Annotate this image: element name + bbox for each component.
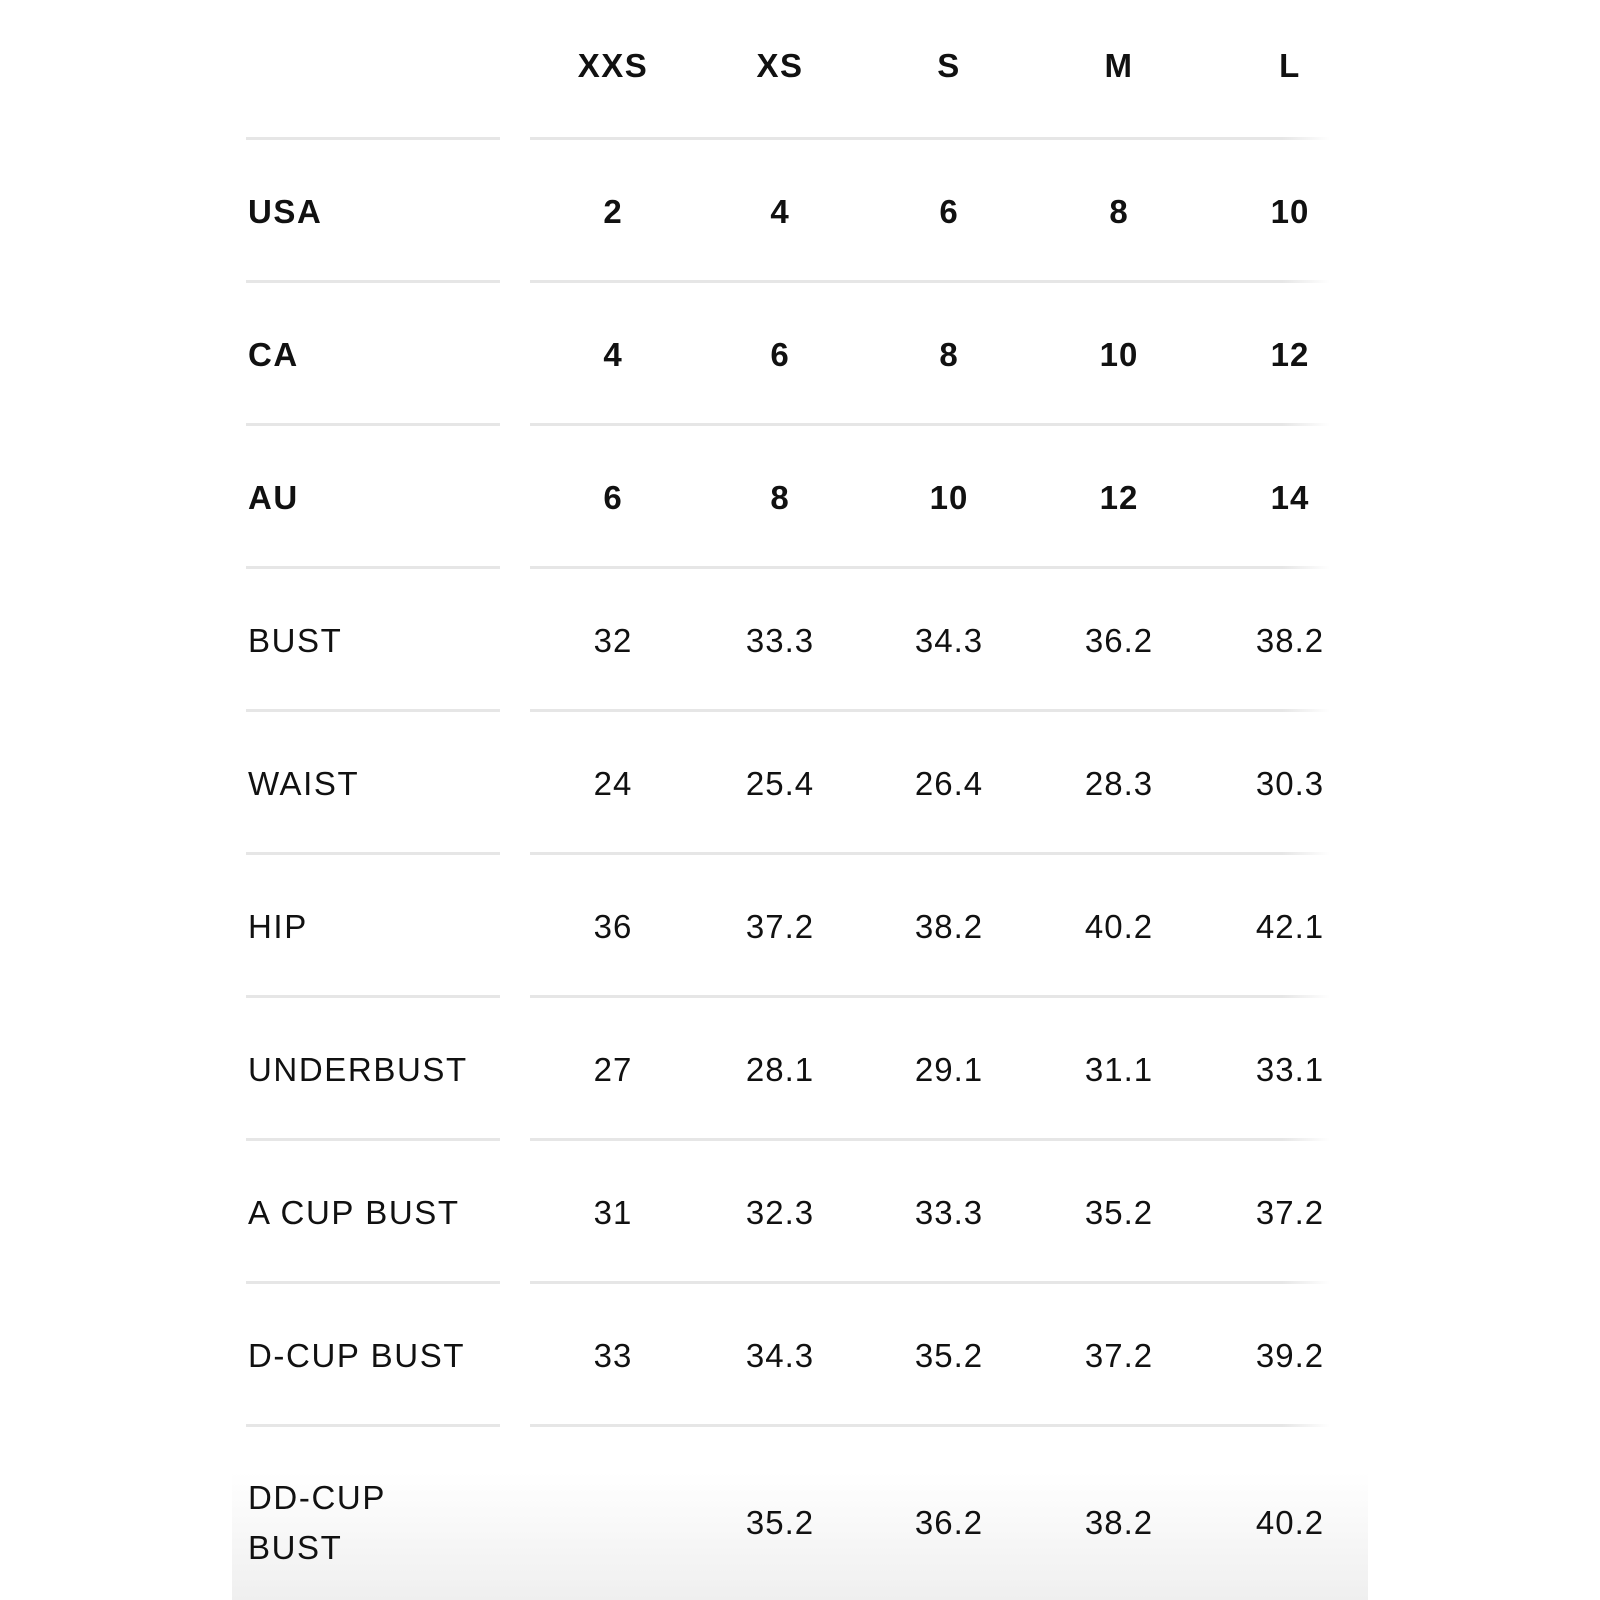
row-label-usa: USA (248, 193, 323, 230)
table-cell: 35.2 (745, 1504, 815, 1541)
table-cell: 33.3 (745, 622, 815, 659)
table-cell: 6 (770, 336, 790, 373)
table-cell: 36.2 (914, 1504, 984, 1541)
table-row (232, 569, 1368, 712)
row-label-d-cup-bust: D-CUP BUST (248, 1337, 466, 1374)
table-cell: 10 (1270, 193, 1310, 230)
table-cell: 33.1 (1255, 1051, 1325, 1088)
table-cell: 29.1 (914, 1051, 984, 1088)
table-cell: 24 (593, 765, 633, 802)
table-row (232, 1284, 1368, 1427)
table-cell: 32 (593, 622, 633, 659)
table-cell: 8 (1109, 193, 1129, 230)
table-cell: 6 (939, 193, 959, 230)
table-row (232, 712, 1368, 855)
table-cell: 8 (770, 479, 790, 516)
table-cell: 4 (770, 193, 790, 230)
row-label-underbust: UNDERBUST (248, 1051, 468, 1088)
table-cell: 33 (593, 1337, 633, 1374)
table-cell: 28.3 (1084, 765, 1154, 802)
size-chart-table (232, 0, 1368, 1600)
table-cell: 28.1 (745, 1051, 815, 1088)
table-cell: 6 (603, 479, 623, 516)
table-cell: 36 (593, 908, 633, 945)
row-label-hip: HIP (248, 908, 308, 945)
page-margin (0, 0, 232, 1600)
table-cell: 33.3 (914, 1194, 984, 1231)
table-cell: 35.2 (914, 1337, 984, 1374)
row-label-au: AU (248, 479, 299, 516)
table-cell: 42.1 (1255, 908, 1325, 945)
table-cell: 37.2 (1084, 1337, 1154, 1374)
table-cell: 34.3 (745, 1337, 815, 1374)
table-cell: 35.2 (1084, 1194, 1154, 1231)
table-row (232, 998, 1368, 1141)
table-cell: 38.2 (1084, 1504, 1154, 1541)
table-cell: 25.4 (745, 765, 815, 802)
table-cell: 36.2 (1084, 622, 1154, 659)
table-cell: 27 (593, 1051, 633, 1088)
table-cell: 8 (939, 336, 959, 373)
table-cell: 40.2 (1255, 1504, 1325, 1541)
row-label-dd-cup-bust: DD-CUP BUST (248, 1479, 386, 1566)
table-row (232, 1427, 1368, 1600)
row-label-ca: CA (248, 336, 299, 373)
table-cell: 40.2 (1084, 908, 1154, 945)
table-cell: 38.2 (914, 908, 984, 945)
size-header-row (232, 0, 1368, 138)
table-cell: 14 (1270, 479, 1310, 516)
table-cell: 30.3 (1255, 765, 1325, 802)
column-header-l: L (1279, 47, 1301, 84)
table-cell: 37.2 (1255, 1194, 1325, 1231)
table-row (232, 855, 1368, 998)
table-cell: 31.1 (1084, 1051, 1154, 1088)
row-label-bust: BUST (248, 622, 343, 659)
table-row (232, 140, 1368, 283)
column-header-m: M (1104, 47, 1134, 84)
table-row (232, 426, 1368, 569)
table-cell: 26.4 (914, 765, 984, 802)
table-row (232, 283, 1368, 426)
table-cell: 31 (593, 1194, 633, 1231)
table-cell: 12 (1099, 479, 1139, 516)
column-header-s: S (937, 47, 961, 84)
table-cell: 32.3 (745, 1194, 815, 1231)
table-cell: 10 (929, 479, 969, 516)
table-cell: 12 (1270, 336, 1310, 373)
table-cell: 39.2 (1255, 1337, 1325, 1374)
table-cell: 38.2 (1255, 622, 1325, 659)
table-row (232, 1141, 1368, 1284)
row-label-waist: WAIST (248, 765, 360, 802)
column-header-xs: XS (756, 47, 804, 84)
table-cell: 34.3 (914, 622, 984, 659)
table-cell: 10 (1099, 336, 1139, 373)
table-cell: 2 (603, 193, 623, 230)
table-cell: 37.2 (745, 908, 815, 945)
row-label-a-cup-bust: A CUP BUST (248, 1194, 460, 1231)
table-cell: 4 (603, 336, 623, 373)
column-header-xxs: XXS (577, 47, 649, 84)
